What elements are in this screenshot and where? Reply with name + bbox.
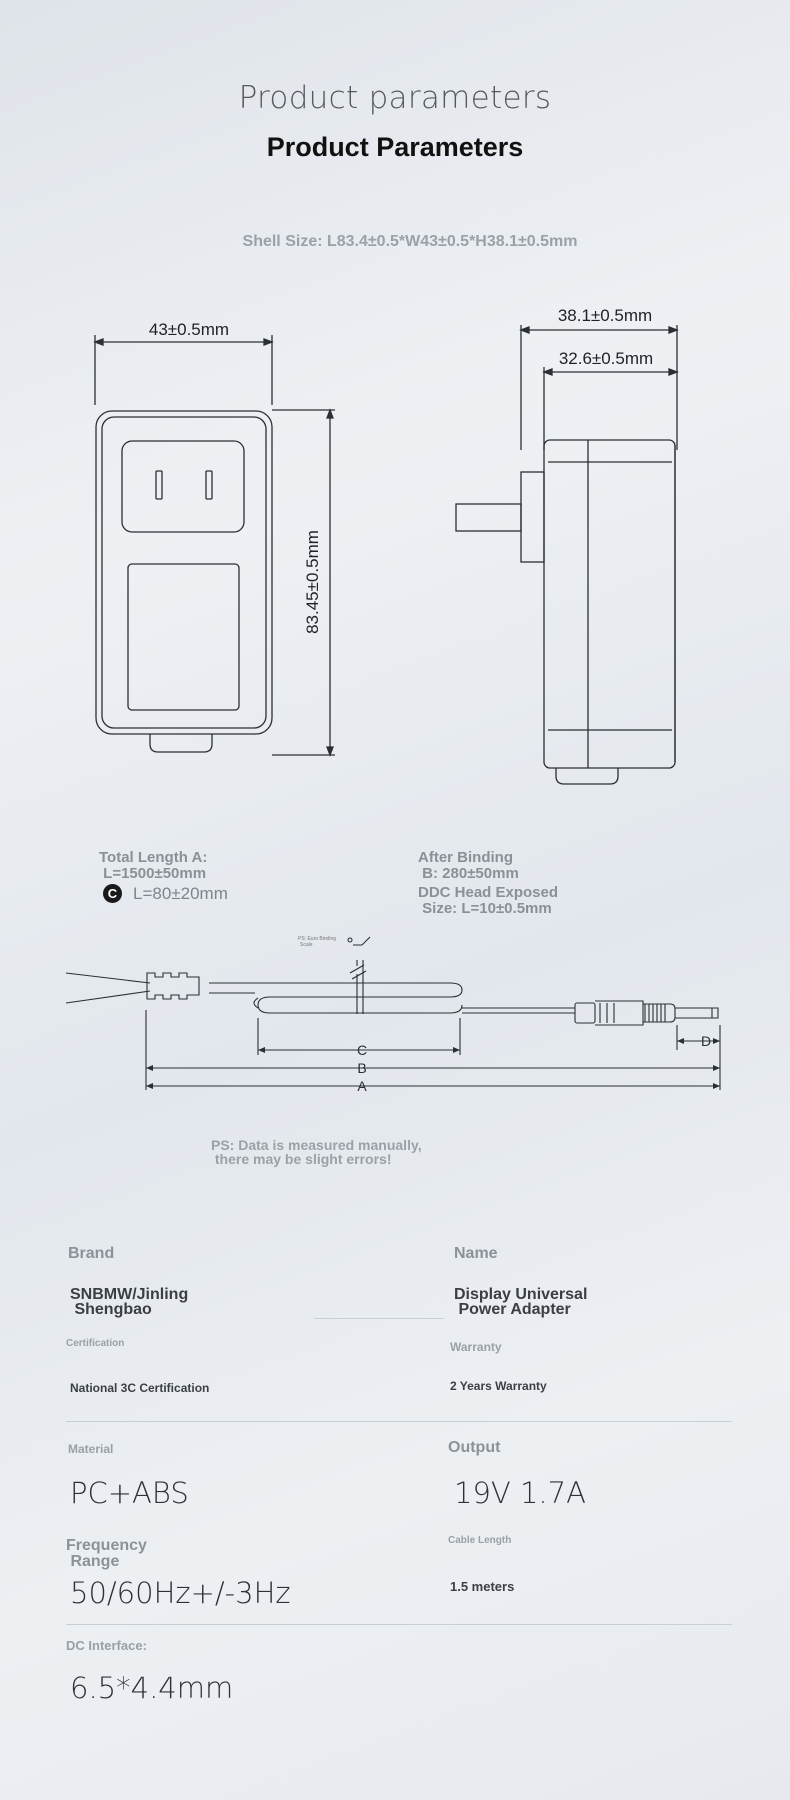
- divider: [314, 1318, 444, 1319]
- divider: [66, 1624, 732, 1625]
- material-label: Material: [68, 1442, 114, 1456]
- certification-value: National 3C Certification: [70, 1381, 210, 1395]
- side-view-outline: [456, 325, 677, 784]
- measurement-note: PS: Data is measured manually, there may be slight errors!: [211, 1137, 422, 1167]
- dim-d-letter: D: [700, 1033, 712, 1049]
- after-binding-label: After Binding B: 280±50mm: [418, 849, 519, 882]
- output-label: Output: [448, 1439, 501, 1456]
- name-value: Display Universal Power Adapter: [454, 1286, 588, 1318]
- cable-length-label: Cable Length: [448, 1535, 512, 1546]
- dim-a-letter: A: [357, 1078, 367, 1094]
- brand-label: Brand: [68, 1245, 115, 1262]
- tie-note-line1: PS: Euro Binding: [298, 936, 337, 942]
- adapter-dimension-drawing: [0, 290, 790, 800]
- side-depth-total-dim: 38.1±0.5mm: [557, 306, 653, 325]
- frequency-label: Frequency Range: [66, 1537, 147, 1570]
- cable-dimension-drawing: [0, 920, 790, 1100]
- c-dimension-icon: C: [103, 884, 122, 903]
- page-subtitle: Product parameters: [238, 80, 552, 116]
- warranty-value: 2 Years Warranty: [450, 1379, 547, 1393]
- frequency-value: 50/60Hz+/-3Hz: [70, 1576, 291, 1610]
- material-value: PC+ABS: [70, 1476, 189, 1510]
- shell-size-text: Shell Size: L83.4±0.5*W43±0.5*H38.1±0.5mm: [242, 233, 578, 250]
- brand-value: SNBMW/Jinling Shengbao: [70, 1286, 189, 1318]
- warranty-label: Warranty: [450, 1340, 502, 1354]
- dim-c-letter: C: [356, 1042, 368, 1058]
- tie-note-line2: Scale: [300, 942, 313, 948]
- side-depth-body-dim: 32.6±0.5mm: [558, 349, 654, 368]
- ddc-head-label: DDC Head Exposed Size: L=10±0.5mm: [418, 884, 559, 917]
- dim-b-letter: B: [357, 1060, 367, 1076]
- front-view-outline: [95, 335, 335, 755]
- name-label: Name: [454, 1245, 498, 1262]
- output-value: 19V 1.7A: [454, 1476, 586, 1510]
- cable-length-value: 1.5 meters: [450, 1579, 515, 1594]
- front-width-dim: 43±0.5mm: [148, 320, 230, 339]
- total-length-label: Total Length A: L=1500±50mm: [99, 849, 208, 882]
- certification-label: Certification: [66, 1338, 125, 1349]
- front-height-dim: 83.45±0.5mm: [303, 530, 322, 634]
- dc-interface-value: 6.5*4.4mm: [70, 1671, 234, 1705]
- divider: [66, 1421, 732, 1422]
- dc-interface-label: DC Interface:: [66, 1638, 147, 1653]
- c-length-label: L=80±20mm: [133, 884, 228, 903]
- page-title: Product Parameters: [266, 132, 524, 162]
